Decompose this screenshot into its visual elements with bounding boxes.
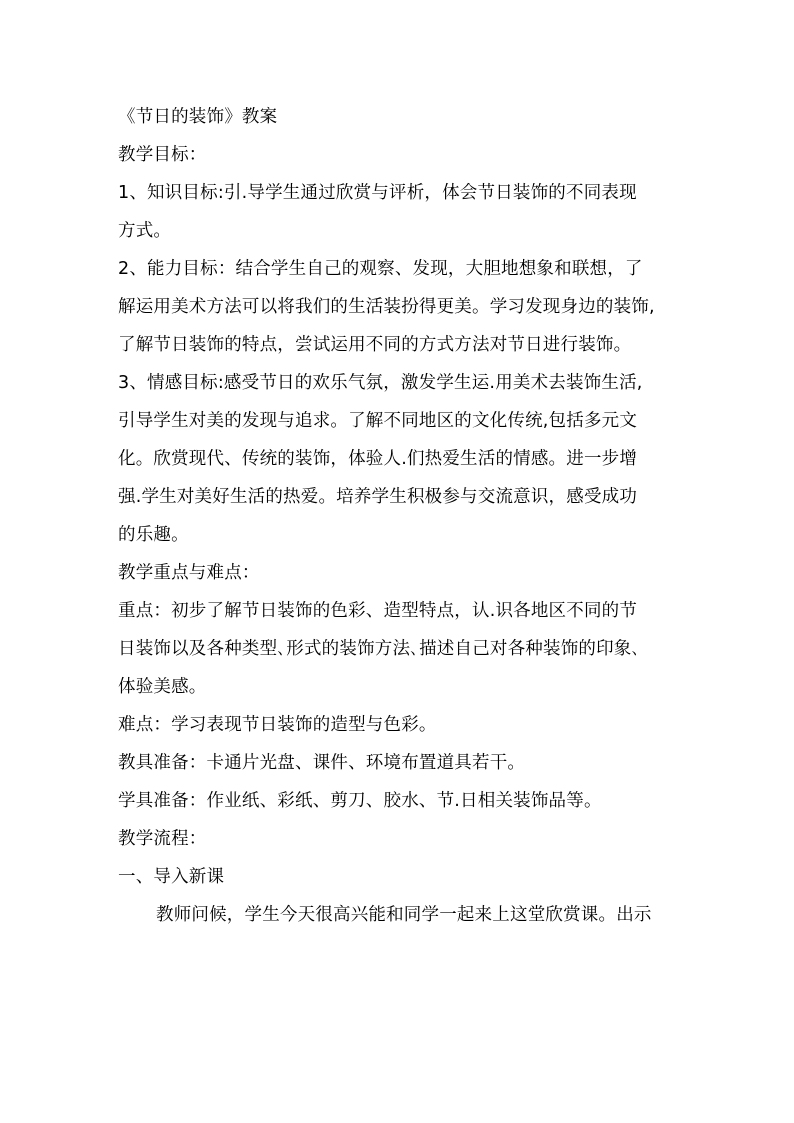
objective-emotion-line: 的乐趣。	[118, 525, 189, 545]
objective-ability-line: 2、能力目标：结合学生自己的观察、发现，大胆地想象和联想，了	[118, 259, 643, 279]
objective-ability-line: 了解节日装饰的特点，尝试运用不同的方式方法对节日进行装饰。	[118, 335, 632, 355]
difficulty: 难点：学习表现节日装饰的造型与色彩。	[118, 715, 437, 735]
student-materials: 学具准备：作业纸、彩纸、剪刀、胶水、节.日相关装饰品等。	[118, 791, 602, 811]
objective-knowledge-line: 1、知识目标:引.导学生通过欣赏与评析，体会节日装饰的不同表现	[118, 183, 637, 203]
objective-knowledge	[118, 174, 683, 250]
objective-emotion-line: 化。欣赏现代、传统的装饰，体验人.们热爱生活的情感。进一步增	[118, 449, 638, 469]
key-point	[118, 592, 683, 706]
process-heading: 教学流程：	[118, 829, 207, 849]
objective-ability-line: 解运用美术方法可以将我们的生活装扮得更美。学习发现身边的装饰,	[118, 297, 655, 317]
objectives-heading: 教学目标：	[118, 145, 207, 165]
teacher-materials: 教具准备：卡通片光盘、课件、环境布置道具若干。	[118, 753, 526, 773]
objective-emotion	[118, 364, 683, 554]
document-body	[118, 98, 683, 934]
objective-emotion-line: 强.学生对美好生活的热爱。培养学生积极参与交流意识，感受成功	[118, 487, 638, 507]
objective-emotion-line: 3、情感目标:感受节日的欢乐气氛，激发学生运.用美术去装饰生活,	[118, 373, 643, 393]
key-points-heading: 教学重点与难点：	[118, 563, 260, 583]
section-heading: 一、导入新课	[118, 867, 225, 887]
key-point-line: 重点：初步了解节日装饰的色彩、造型特点，认.识各地区不同的节	[118, 601, 638, 621]
section-paragraph: 教师问候，学生今天很高兴能和同学一起来上这堂欣赏课。出示	[156, 905, 652, 925]
objective-ability	[118, 250, 683, 364]
objective-knowledge-line: 方式。	[118, 221, 172, 241]
objective-emotion-line: 引导学生对美的发现与追求。了解不同地区的文化传统,包括多元文	[118, 411, 638, 431]
document-title: 《节日的装饰》教案	[118, 107, 278, 127]
key-point-line: 日装饰以及各种类型､形式的装饰方法､描述自己对各种装饰的印象､	[118, 639, 641, 659]
key-point-line: 体验美感。	[118, 677, 207, 697]
